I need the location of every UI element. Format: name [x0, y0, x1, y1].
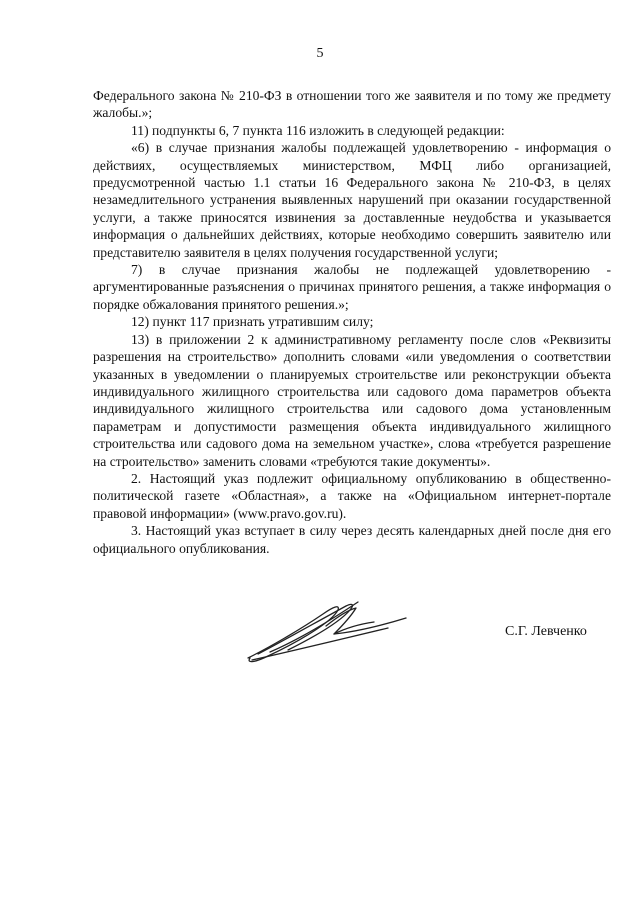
handwritten-signature	[228, 596, 428, 666]
page-number: 5	[316, 46, 324, 61]
paragraph-continuation: Федерального закона № 210-ФЗ в отношении того же заявителя и по тому же предмету жалобы.»;	[93, 88, 611, 121]
signer-name: С.Г. Левченко	[505, 624, 587, 639]
paragraph-subitem-6: «6) в случае признания жалобы подлежащей удовлетворению - информация о действиях, осуществляемых министерством, МФЦ либо организацией, предусмотренной частью 1.1 статьи 16 Федерального закона № 210-ФЗ, в целях незамедлительного устранения выявленных нарушений при оказании государственной услуги, а также приносятся извинения за доставленные неудобства и указывается информация о дальнейших действиях, которые необходимо совершить заявителю или представителю заявителя в целях получения государственной услуги;	[93, 140, 611, 260]
paragraph-clause-2: 2. Настоящий указ подлежит официальному опубликованию в общественно-политической газете «Областная», а также на «Официальном интернет-портале правовой информации» (www.pravo.gov.ru).	[93, 470, 611, 521]
paragraph-item-13: 13) в приложении 2 к административному регламенту после слов «Реквизиты разрешения на строительство» дополнить словами «или уведомления о соответствии указанных в уведомлении о планируемых строительстве или реконструкции объекта индивидуального жилищного строительства или садового дома параметров объекта индивидуального жилищного строительства или садового дома установленным параметрам и допустимости размещения объекта индивидуального жилищного строительства или садового дома на земельном участке», слова «требуется разрешение на строительство» заменить словами «требуются такие документы».	[93, 331, 611, 469]
paragraph-item-12: 12) пункт 117 признать утратившим силу;	[131, 314, 374, 330]
document-body	[93, 87, 611, 557]
paragraph-subitem-7: 7) в случае признания жалобы не подлежащей удовлетворению - аргументированные разъяснения о причинах принятого решения, а также информация о порядке обжалования принятого решения.»;	[93, 262, 611, 312]
paragraph-clause-3: 3. Настоящий указ вступает в силу через десять календарных дней после дня его официального опубликования.	[93, 523, 611, 556]
paragraph-item-11: 11) подпункты 6, 7 пункта 116 изложить в следующей редакции:	[131, 122, 505, 138]
